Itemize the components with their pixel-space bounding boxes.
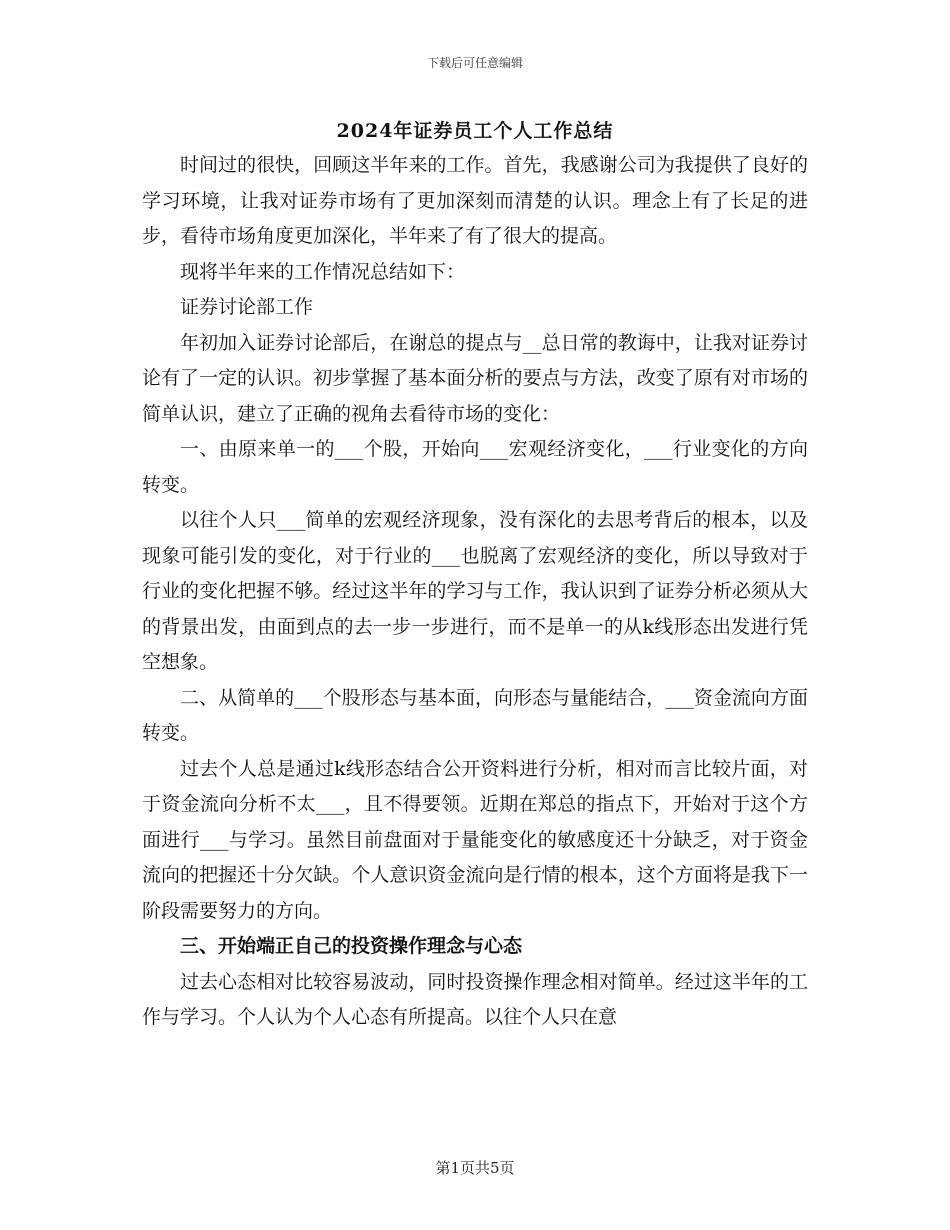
paragraph: 以往个人只___简单的宏观经济现象，没有深化的去思考背后的根本，以及现象可能引发的变化，对于行业的___也脱离了宏观经济的变化，所以导致对于行业的变化把握不够。经过这半年的学习与工作，我认识到了证券分析必须从大的背景出发，由面到点的去一步一步进行，而不是单一的从k线形态出发进行凭空想象。 — [142, 509, 808, 673]
section-heading: 证券讨论部工作 — [180, 296, 314, 318]
paragraph: 年初加入证券讨论部后，在谢总的提点与__总日常的教诲中，让我对证券讨论有了一定的认识。初步掌握了基本面分析的要点与方法，改变了原有对市场的简单认识，建立了正确的视角去看待市场的变化： — [142, 331, 808, 425]
numbered-point-heading: 三、开始端正自己的投资操作理念与心态 — [180, 935, 523, 957]
paragraph: 时间过的很快，回顾这半年来的工作。首先，我感谢公司为我提供了良好的学习环境，让我对证券市场有了更加深刻而清楚的认识。理念上有了长足的进步，看待市场角度更加深化，半年来了有了很大的提高。 — [142, 154, 808, 247]
numbered-point: 一、由原来单一的___个股，开始向___宏观经济变化，___行业变化的方向转变。 — [142, 438, 808, 496]
document-body — [142, 148, 808, 1036]
numbered-point: 二、从简单的___个股形态与基本面，向形态与量能结合，___资金流向方面转变。 — [142, 686, 808, 744]
page-number: 第1页共5页 — [435, 1159, 515, 1177]
document-title: 2024年证券员工个人工作总结 — [336, 120, 614, 142]
paragraph: 过去心态相对比较容易波动，同时投资操作理念相对简单。经过这半年的工作与学习。个人认为个人心态有所提高。以往个人只在意 — [142, 970, 808, 1028]
paragraph: 过去个人总是通过k线形态结合公开资料进行分析，相对而言比较片面，对于资金流向分析不太___，且不得要领。近期在郑总的指点下，开始对于这个方面进行___与学习。虽然目前盘面对于量能变化的敏感度还十分缺乏，对于资金流向的把握还十分欠缺。个人意识资金流向是行情的根本，这个方面将是我下一阶段需要努力的方向。 — [142, 757, 808, 922]
header-note: 下载后可任意编辑 — [426, 56, 523, 70]
paragraph: 现将半年来的工作情况总结如下： — [180, 260, 466, 283]
